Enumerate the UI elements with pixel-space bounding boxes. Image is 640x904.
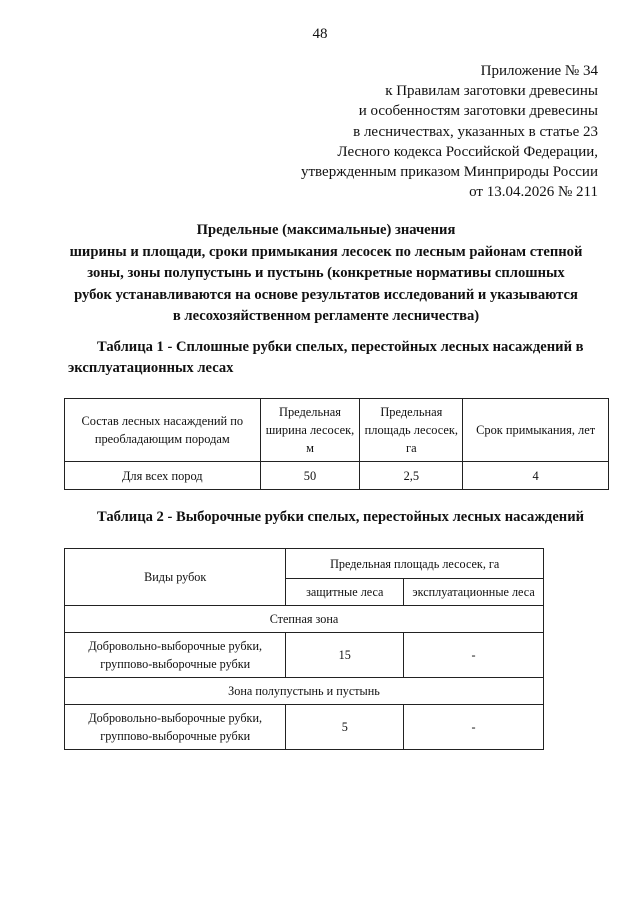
title-line: в лесохозяйственном регламенте лесничества) xyxy=(172,308,480,324)
table2-cell: - xyxy=(404,633,544,678)
appendix-line: Лесного кодекса Российской Федерации, xyxy=(337,143,598,160)
table-row xyxy=(65,633,544,678)
table1-caption-line: Таблица 1 - Сплошные рубки спелых, перестойных лесных насаждений в xyxy=(97,339,584,355)
page-number: 48 xyxy=(312,26,328,42)
table1-caption-line: эксплуатационных лесах xyxy=(68,360,234,376)
table1-cell: 50 xyxy=(260,462,360,490)
table2-cell: 15 xyxy=(286,633,404,678)
title-line: рубок устанавливаются на основе результатов исследований и указываются xyxy=(74,286,578,303)
table1-header-cell: Состав лесных насаждений по преобладающим породам xyxy=(65,399,261,462)
table1-caption xyxy=(68,337,608,379)
table1 xyxy=(64,398,609,490)
table1-header-row xyxy=(65,399,609,462)
table1-header-cell: Предельная ширина лесосек, м xyxy=(260,399,360,462)
document-title xyxy=(58,220,594,328)
table2-cell: - xyxy=(404,705,544,750)
table1-header-cell: Предельная площадь лесосек, га xyxy=(360,399,463,462)
table1-cell: 2,5 xyxy=(360,462,463,490)
table2-cell: Добровольно-выборочные рубки, групповo-выборочные рубки xyxy=(65,633,286,678)
table2-cell: Добровольно-выборочные рубки, групповo-выборочные рубки xyxy=(65,705,286,750)
appendix-line: утвержденным приказом Минприроды России xyxy=(301,164,598,181)
table1-header-cell: Срок примыкания, лет xyxy=(463,399,609,462)
zone-label: Степная зона xyxy=(65,606,544,633)
table2-header-row xyxy=(65,549,544,579)
appendix-line: к Правилам заготовки древесины xyxy=(385,83,598,100)
title-line: зоны, зоны полупустынь и пустынь (конкретные нормативы сплошных xyxy=(87,265,565,281)
table2-zone-row xyxy=(65,606,544,633)
table2-zone-row xyxy=(65,678,544,705)
table2-header-type: Виды рубок xyxy=(65,549,286,606)
zone-label: Зона полупустынь и пустынь xyxy=(65,678,544,705)
appendix-reference xyxy=(258,61,598,202)
table2 xyxy=(64,548,544,750)
title-line: Предельные (максимальные) значения xyxy=(196,222,456,238)
appendix-line: в лесничествах, указанных в статье 23 xyxy=(353,123,598,140)
title-line: ширины и площади, сроки примыкания лесосек по лесным районам степной xyxy=(69,243,583,260)
table-row xyxy=(65,705,544,750)
appendix-line: Приложение № 34 xyxy=(480,63,598,79)
table1-cell: 4 xyxy=(463,462,609,490)
table1-cell: Для всех пород xyxy=(65,462,261,490)
table2-header-operational: эксплуатационные леса xyxy=(404,579,544,606)
table2-header-protective: защитные леса xyxy=(286,579,404,606)
appendix-line: и особенностям заготовки древесины xyxy=(358,103,598,120)
table-row xyxy=(65,462,609,490)
table2-header-area: Предельная площадь лесосек, га xyxy=(286,549,544,579)
table2-cell: 5 xyxy=(286,705,404,750)
appendix-line: от 13.04.2026 № 211 xyxy=(469,184,598,201)
table2-caption: Таблица 2 - Выборочные рубки спелых, перестойных лесных насаждений xyxy=(97,509,585,525)
